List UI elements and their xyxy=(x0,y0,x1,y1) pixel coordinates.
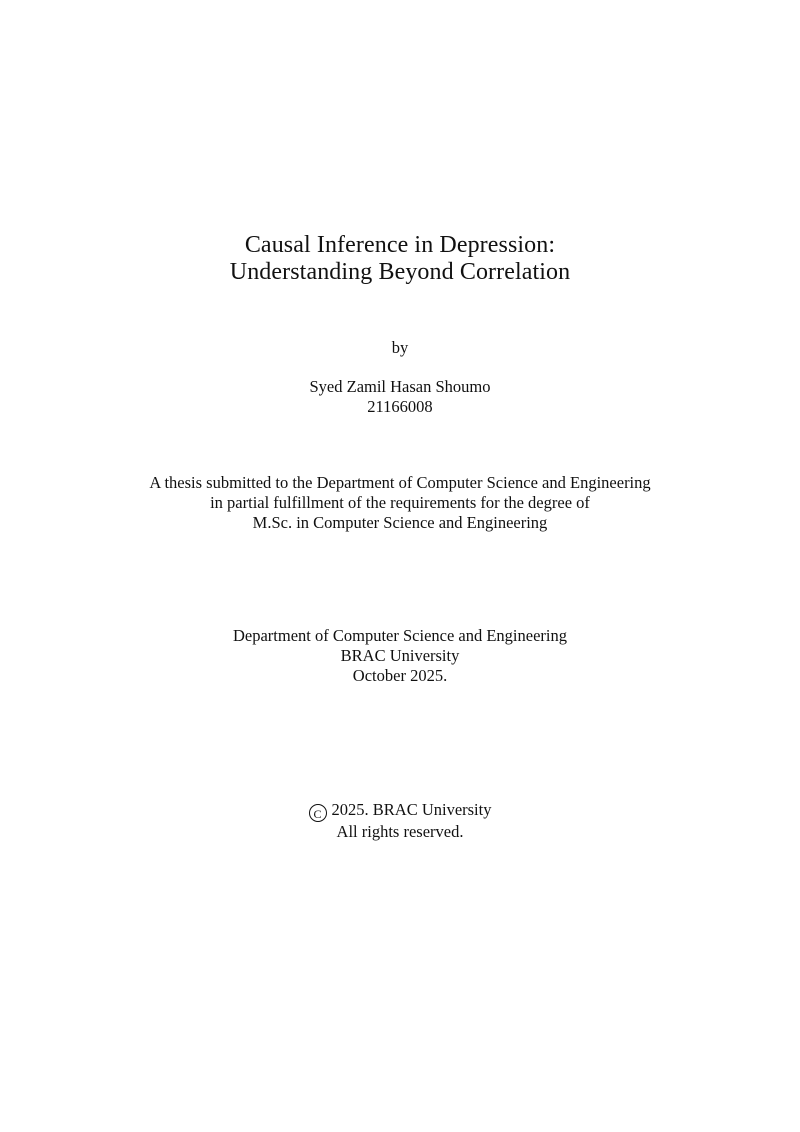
by-block xyxy=(0,338,800,358)
copyright-text: 2025. BRAC University xyxy=(331,800,492,819)
thesis-title xyxy=(0,232,800,286)
by-label: by xyxy=(391,338,409,357)
thesis-statement-line-3: M.Sc. in Computer Science and Engineering xyxy=(252,513,548,532)
thesis-statement-line-1: A thesis submitted to the Department of Computer Science and Engineering xyxy=(149,473,651,492)
title-line-1: Causal Inference in Depression: xyxy=(244,232,556,258)
author-block xyxy=(0,377,800,417)
thesis-statement-line-2: in partial fulfillment of the requirements for the degree of xyxy=(210,493,590,512)
institution-block xyxy=(0,626,800,686)
rights-reserved: All rights reserved. xyxy=(336,822,464,841)
submission-date: October 2025. xyxy=(352,666,448,685)
copyright-line xyxy=(0,800,800,822)
title-line-2: Understanding Beyond Correlation xyxy=(229,259,571,285)
author-name: Syed Zamil Hasan Shoumo xyxy=(309,377,491,396)
university-name: BRAC University xyxy=(340,646,460,665)
copyright-block xyxy=(0,800,800,842)
student-id: 21166008 xyxy=(367,397,433,416)
thesis-statement xyxy=(0,473,800,533)
department-name: Department of Computer Science and Engineering xyxy=(232,626,567,645)
copyright-icon: C xyxy=(309,804,327,822)
